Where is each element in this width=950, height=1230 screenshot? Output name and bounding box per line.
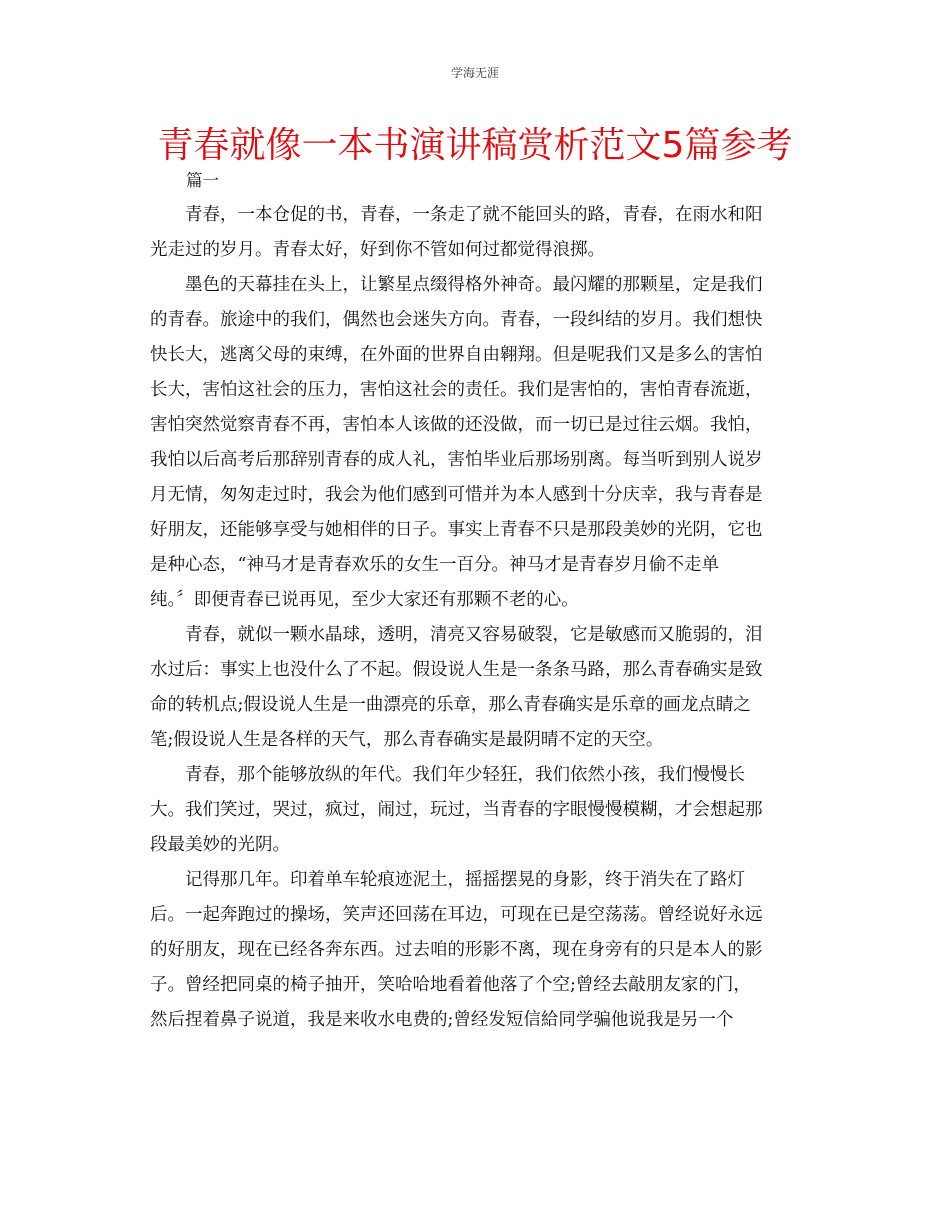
text-line: 青春，那个能够放纵的年代。我们年少轻狂，我们依然小孩，我们慢慢长 <box>185 765 745 785</box>
text-line: 长大，害怕这社会的压力，害怕这社会的责任。我们是害怕的，害怕青春流逝， <box>150 380 763 400</box>
text-line: 快长大，逃离父母的束缚，在外面的世界自由翱翔。但是呢我们又是多么的害怕 <box>150 345 763 365</box>
text-line: 子。曾经把同桌的椅子抽开，笑哈哈地看着他落了个空;曾经去敲朋友家的门， <box>150 975 751 995</box>
text-line: 墨色的天幕挂在头上，让繁星点缀得格外神奇。最闪耀的那颗星，定是我们 <box>185 275 763 295</box>
paragraph-3 <box>150 618 802 758</box>
paragraph-5 <box>150 863 802 1038</box>
text-line: 月无情，匆匆走过时，我会为他们感到可惜并为本人感到十分庆幸，我与青春是 <box>150 485 763 505</box>
page-header: 学海无涯 <box>450 66 499 80</box>
text-line: 水过后：事实上也没什么了不起。假设说人生是一条条马路，那么青春确实是致 <box>150 660 763 680</box>
paragraph-4 <box>150 758 802 863</box>
document-title: 青春就像一本书演讲稿赏析范文5篇参考 <box>157 125 793 166</box>
paragraph-2 <box>150 268 802 618</box>
text-line: 害怕突然觉察青春不再，害怕本人该做的还没做，而一切已是过往云烟。我怕， <box>150 415 763 435</box>
text-line: 青春，就似一颗水晶球，透明，清亮又容易破裂，它是敏感而又脆弱的，泪 <box>185 625 763 645</box>
text-line: 的好朋友，现在已经各奔东西。过去咱的形影不离，现在身旁有的只是本人的影 <box>150 940 763 960</box>
text-line: 纯。〞即便青春已说再见，至少大家还有那颗不老的心。 <box>150 590 579 610</box>
text-line: 光走过的岁月。青春太好，好到你不管如何过都觉得浪掷。 <box>150 240 605 260</box>
text-line: 记得那几年。印着单车轮痕迹泥土，摇摇摆晃的身影，终于消失在了路灯 <box>185 870 745 890</box>
paragraph-1 <box>150 198 802 268</box>
text-line: 我怕以后高考后那辞别青春的成人礼，害怕毕业后那场别离。每当听到别人说岁 <box>150 450 763 470</box>
text-line: 笔;假设说人生是各样的天气，那么青春确实是最阴晴不定的天空。 <box>150 730 664 750</box>
text-line: 后。一起奔跑过的操场，笑声还回荡在耳边，可现在已是空荡荡。曾经说好永远 <box>150 905 763 925</box>
text-line: 青春，一本仓促的书，青春，一条走了就不能回头的路，青春，在雨水和阳 <box>185 205 763 225</box>
text-line: 段最美妙的光阴。 <box>150 835 290 855</box>
text-line: 是种心态，“神马才是青春欢乐的女生一百分。神马才是青春岁月偷不走单 <box>150 555 719 575</box>
text-line: 然后捏着鼻子说道，我是来收水电费的;曾经发短信給同学骗他说我是另一个 <box>150 1010 734 1030</box>
document-body <box>150 198 802 1038</box>
text-line: 的青春。旅途中的我们，偶然也会迷失方向。青春，一段纠结的岁月。我们想快 <box>150 310 763 330</box>
text-line: 好朋友，还能够享受与她相伴的日子。事实上青春不只是那段美妙的光阴，它也 <box>150 520 763 540</box>
text-line: 命的转机点;假设说人生是一曲漂亮的乐章，那么青春确实是乐章的画龙点睛之 <box>150 695 751 715</box>
text-line: 大。我们笑过，哭过，疯过，闹过，玩过，当青春的字眼慢慢模糊，才会想起那 <box>150 800 763 820</box>
section-label: 篇一 <box>186 171 219 190</box>
